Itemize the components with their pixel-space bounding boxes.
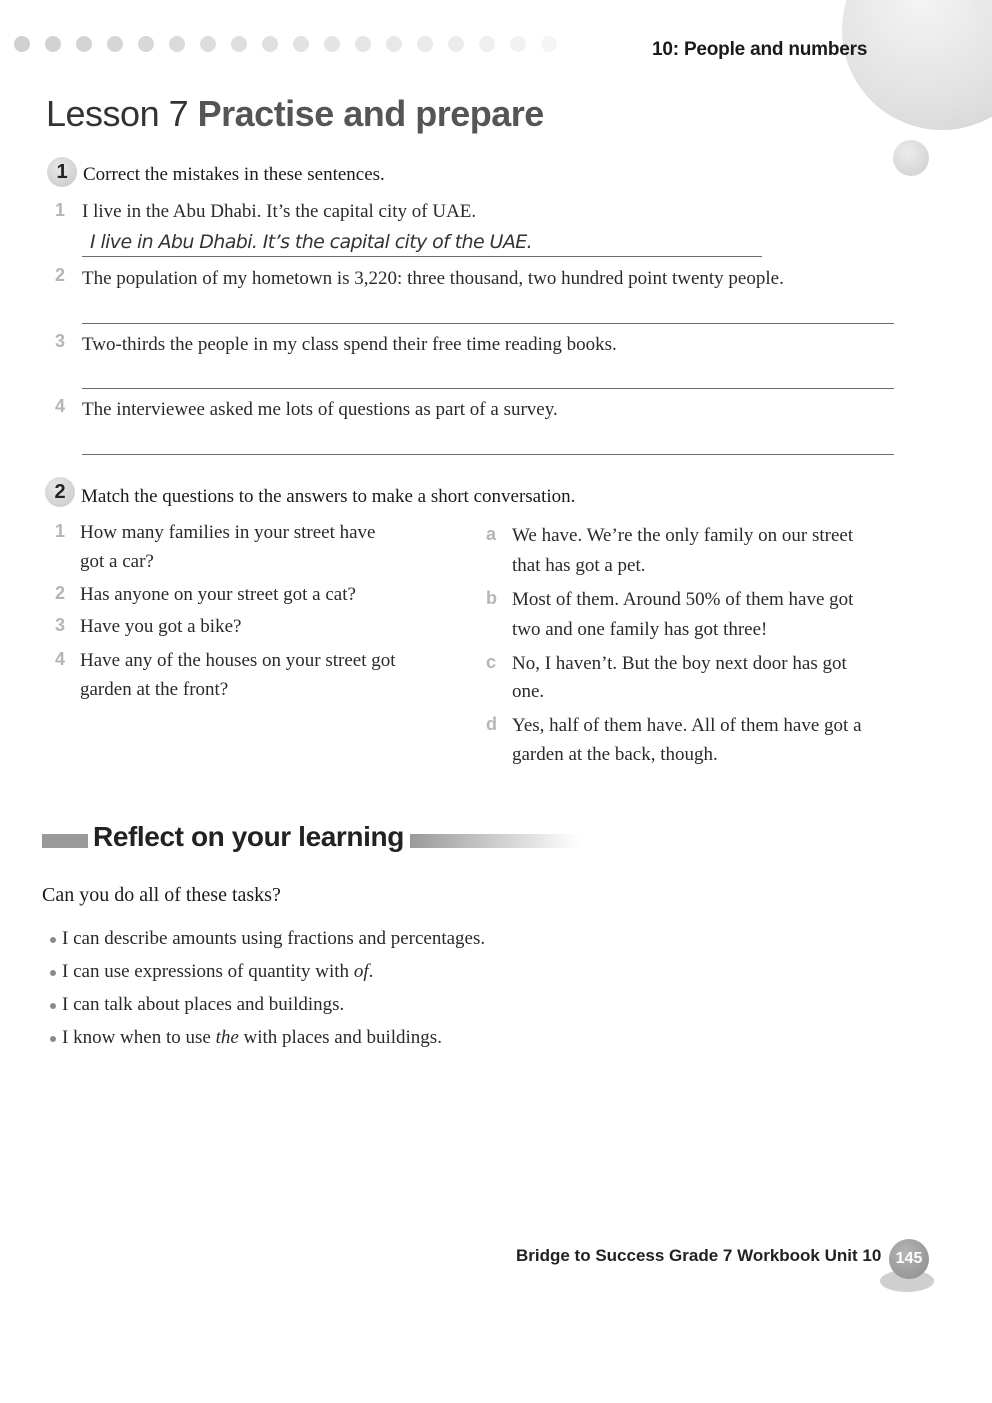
task-item bbox=[50, 1027, 442, 1049]
task-emphasis: the bbox=[215, 1027, 239, 1048]
answer-line-text: that has got a pet. bbox=[512, 555, 646, 576]
decorative-dot bbox=[14, 36, 30, 52]
decorative-dot bbox=[510, 36, 526, 52]
answer-letter: d bbox=[486, 714, 497, 734]
reflect-title: Reflect on your learning bbox=[93, 821, 404, 852]
question-line: got a car? bbox=[80, 551, 154, 572]
decorative-circle bbox=[842, 0, 992, 130]
answer-line[interactable] bbox=[82, 323, 894, 324]
exercise-2-number: 2 bbox=[45, 477, 75, 507]
exercise-2-title: Match the questions to the answers to make a short conversation. bbox=[81, 486, 576, 507]
decorative-dot bbox=[479, 36, 495, 52]
unit-title: 10: People and numbers bbox=[652, 39, 868, 60]
lesson-heading bbox=[46, 93, 544, 135]
sentence-text: The interviewee asked me lots of questions as part of a survey. bbox=[82, 399, 558, 420]
answer-line-text: Most of them. Around 50% of them have got bbox=[512, 589, 854, 610]
answer-letter: c bbox=[486, 652, 497, 672]
section-bar bbox=[42, 834, 88, 848]
decorative-dot bbox=[76, 36, 92, 52]
answer-line-text: garden at the back, though. bbox=[512, 744, 718, 765]
task-item bbox=[50, 928, 485, 950]
decorative-dot bbox=[169, 36, 185, 52]
book-title: Bridge to Success Grade 7 Workbook Unit 10 bbox=[516, 1246, 882, 1265]
exercise-1-title: Correct the mistakes in these sentences. bbox=[83, 164, 385, 185]
bullet-icon bbox=[50, 970, 56, 976]
answer-letter: a bbox=[486, 524, 497, 544]
answer-text: I live in Abu Dhabi. It’s the capital city of the UAE. bbox=[90, 231, 533, 253]
item-number: 1 bbox=[55, 200, 66, 220]
answer-line[interactable] bbox=[82, 256, 762, 257]
decorative-dot bbox=[293, 36, 309, 52]
task-text: I know when to use bbox=[62, 1027, 216, 1048]
answer-line-text: No, I haven’t. But the boy next door has got bbox=[512, 653, 847, 674]
question-line: Have any of the houses on your street got bbox=[80, 650, 396, 671]
lesson-prefix: Lesson 7 bbox=[46, 93, 189, 134]
question-number: 2 bbox=[55, 583, 66, 603]
question-line: garden at the front? bbox=[80, 679, 229, 700]
task-text: I can describe amounts using fractions and percentages. bbox=[62, 928, 486, 949]
decorative-dot bbox=[262, 36, 278, 52]
task-text-end: with places and buildings. bbox=[238, 1027, 442, 1048]
answer-line-text: Yes, half of them have. All of them have got a bbox=[512, 715, 862, 736]
task-text: I can talk about places and buildings. bbox=[62, 994, 345, 1015]
sentence-text: I live in the Abu Dhabi. It’s the capital city of UAE. bbox=[82, 201, 477, 222]
question-number: 1 bbox=[55, 521, 66, 541]
decorative-dot bbox=[386, 36, 402, 52]
answer-line[interactable] bbox=[82, 388, 894, 389]
decorative-dot bbox=[324, 36, 340, 52]
decorative-dot bbox=[541, 36, 557, 52]
decorative-dot bbox=[200, 36, 216, 52]
question-line: Have you got a bike? bbox=[80, 616, 242, 637]
question-number: 3 bbox=[55, 615, 66, 635]
decorative-dot bbox=[231, 36, 247, 52]
decorative-dot bbox=[448, 36, 464, 52]
task-text-end: . bbox=[368, 961, 374, 982]
page-number: 145 bbox=[889, 1239, 929, 1279]
exercise-1-number: 1 bbox=[47, 157, 77, 187]
answer-line[interactable] bbox=[82, 454, 894, 455]
section-bar-fade bbox=[410, 834, 580, 848]
question-line: Has anyone on your street got a cat? bbox=[80, 584, 356, 605]
decorative-dots bbox=[14, 36, 557, 52]
decorative-dot bbox=[417, 36, 433, 52]
item-number: 3 bbox=[55, 331, 66, 351]
question-line: How many families in your street have bbox=[80, 522, 376, 543]
decorative-dot bbox=[138, 36, 154, 52]
task-emphasis: of bbox=[353, 961, 369, 982]
answer-line-text: We have. We’re the only family on our street bbox=[512, 525, 854, 546]
bullet-icon bbox=[50, 937, 56, 943]
question-number: 4 bbox=[55, 649, 66, 669]
item-number: 4 bbox=[55, 396, 66, 416]
answer-line-text: two and one family has got three! bbox=[512, 619, 768, 640]
decorative-dot bbox=[45, 36, 61, 52]
sentence-text: Two-thirds the people in my class spend their free time reading books. bbox=[82, 334, 617, 355]
task-item bbox=[50, 961, 373, 983]
sentence-text: The population of my hometown is 3,220: three thousand, two hundred point twenty people. bbox=[82, 268, 784, 289]
reflect-question: Can you do all of these tasks? bbox=[42, 884, 281, 906]
decorative-dot bbox=[355, 36, 371, 52]
item-number: 2 bbox=[55, 265, 66, 285]
decorative-circle-small bbox=[893, 140, 929, 176]
task-item bbox=[50, 994, 344, 1016]
task-text: I can use expressions of quantity with bbox=[62, 961, 354, 982]
bullet-icon bbox=[50, 1036, 56, 1042]
decorative-dot bbox=[107, 36, 123, 52]
answer-line-text: one. bbox=[512, 681, 545, 702]
bullet-icon bbox=[50, 1003, 56, 1009]
lesson-title: Practise and prepare bbox=[197, 93, 544, 134]
answer-letter: b bbox=[486, 588, 497, 608]
